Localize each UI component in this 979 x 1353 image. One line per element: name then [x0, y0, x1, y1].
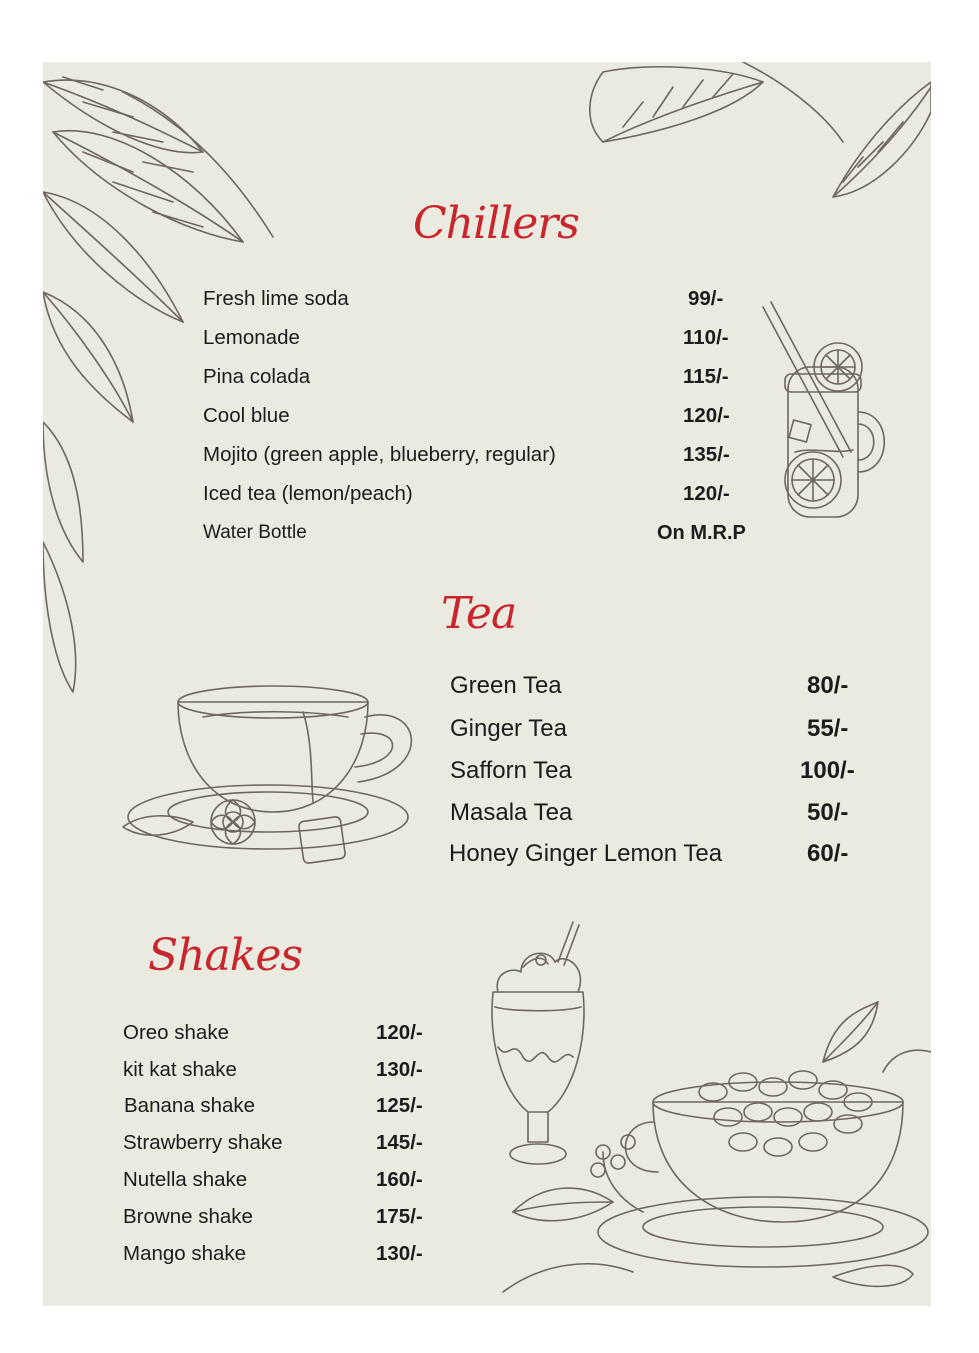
item-price: 115/-: [683, 365, 729, 388]
item-price: 120/-: [683, 482, 730, 505]
item-price: 50/-: [807, 799, 849, 826]
item-name: Ginger Tea: [450, 715, 567, 742]
item-price: 130/-: [376, 1058, 423, 1081]
item-name: Mojito (green apple, blueberry, regular): [203, 443, 556, 466]
item-name: Masala Tea: [450, 799, 573, 826]
item-price: 80/-: [807, 672, 849, 699]
item-price: 135/-: [683, 443, 730, 466]
item-price: 99/-: [688, 287, 724, 310]
item-name: Honey Ginger Lemon Tea: [449, 840, 723, 867]
item-price: On M.R.P: [657, 522, 746, 544]
item-name: Fresh lime soda: [203, 287, 349, 310]
item-name: Green Tea: [450, 672, 562, 699]
item-name: Lemonade: [203, 326, 300, 349]
milkshake-glass-illustration: [492, 922, 584, 1164]
section-title-chillers: Chillers: [413, 198, 579, 249]
item-price: 120/-: [376, 1021, 423, 1044]
item-price: 145/-: [376, 1131, 423, 1154]
item-name: Water Bottle: [203, 522, 307, 543]
item-price: 130/-: [376, 1242, 423, 1265]
section-title-shakes: Shakes: [148, 930, 302, 981]
item-name: Mango shake: [123, 1242, 247, 1265]
teacup-illustration: [123, 686, 411, 864]
item-price: 120/-: [683, 404, 730, 427]
item-price: 175/-: [376, 1205, 423, 1228]
item-name: Cool blue: [203, 404, 290, 427]
item-name: Safforn Tea: [450, 757, 572, 784]
item-name: Pina colada: [203, 365, 311, 388]
menu-page: [43, 62, 931, 1306]
item-name: Strawberry shake: [123, 1131, 283, 1154]
item-price: 55/-: [807, 715, 849, 742]
item-name: kit kat shake: [123, 1058, 237, 1081]
item-price: 100/-: [800, 757, 855, 784]
item-name: Oreo shake: [123, 1021, 229, 1044]
item-name: Banana shake: [124, 1094, 256, 1117]
item-name: Browne shake: [123, 1205, 253, 1228]
item-name: Iced tea (lemon/peach): [203, 482, 413, 505]
item-price: 60/-: [807, 840, 849, 867]
section-title-tea: Tea: [441, 588, 517, 639]
item-name: Nutella shake: [123, 1168, 248, 1191]
coffee-bean-cup-illustration: [503, 1002, 931, 1292]
leaf-illustration: [590, 62, 931, 197]
mason-jar-drink-illustration: [763, 302, 884, 517]
item-price: 125/-: [376, 1094, 423, 1117]
item-price: 110/-: [683, 326, 729, 349]
item-price: 160/-: [376, 1168, 423, 1191]
